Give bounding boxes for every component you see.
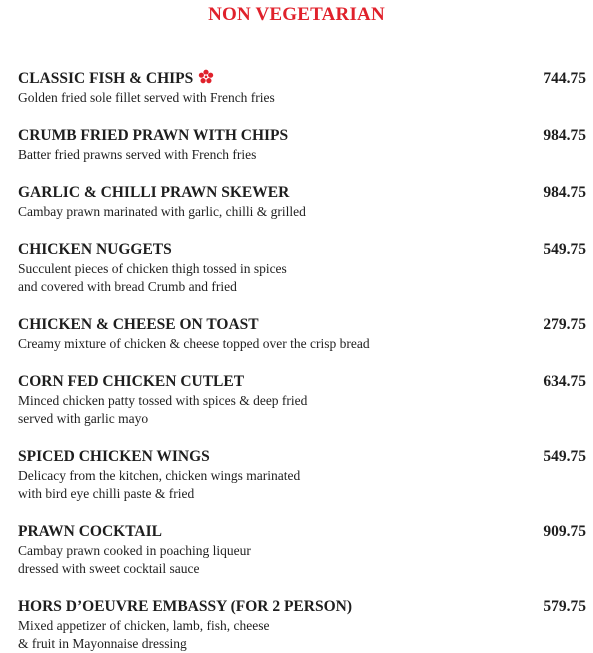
item-price: 984.75: [543, 127, 586, 144]
item-description: [18, 146, 438, 164]
item-description-line: and covered with bread Crumb and fried: [18, 279, 237, 294]
chef-special-flower-icon: [198, 69, 214, 90]
item-description-line: Creamy mixture of chicken & cheese topped over the crisp bread: [18, 336, 370, 351]
item-description-line: Minced chicken patty tossed with spices & deep fried: [18, 393, 308, 408]
menu-item: [18, 447, 586, 503]
item-description-line: Cambay prawn cooked in poaching liqueur: [18, 543, 251, 558]
item-name: GARLIC & CHILLI PRAWN SKEWER: [18, 184, 290, 201]
item-name: CHICKEN & CHEESE ON TOAST: [18, 316, 259, 333]
menu-item: [18, 597, 586, 653]
item-description-line: with bird eye chilli paste & fried: [18, 486, 195, 501]
menu-item: [18, 240, 586, 296]
item-price: 634.75: [543, 373, 586, 390]
menu-list: [18, 69, 586, 653]
item-description: [18, 542, 438, 578]
item-description: [18, 392, 438, 428]
menu-item: [18, 522, 586, 578]
item-description-line: Mixed appetizer of chicken, lamb, fish, cheese: [18, 618, 270, 633]
item-description-line: Cambay prawn marinated with garlic, chilli & grilled: [18, 204, 306, 219]
item-description-line: dressed with sweet cocktail sauce: [18, 561, 200, 576]
item-description-line: Succulent pieces of chicken thigh tossed in spices: [18, 261, 287, 276]
item-description-line: served with garlic mayo: [18, 411, 149, 426]
item-name: CORN FED CHICKEN CUTLET: [18, 373, 245, 390]
item-price: 279.75: [543, 316, 586, 333]
menu-item: [18, 126, 586, 164]
item-description-line: Delicacy from the kitchen, chicken wings marinated: [18, 468, 301, 483]
item-price: 984.75: [543, 184, 586, 201]
item-price: 549.75: [543, 448, 586, 465]
item-name: CLASSIC FISH & CHIPS: [18, 70, 194, 87]
item-description: [18, 260, 438, 296]
item-description: [18, 467, 438, 503]
item-description: [18, 89, 438, 107]
item-name: HORS D’OEUVRE EMBASSY (FOR 2 PERSON): [18, 598, 352, 615]
item-price: 549.75: [543, 241, 586, 258]
item-name: PRAWN COCKTAIL: [18, 523, 162, 540]
page-title: NON VEGETARIAN: [208, 4, 385, 25]
item-description: [18, 203, 438, 221]
item-description-line: & fruit in Mayonnaise dressing: [18, 636, 187, 651]
item-name: CHICKEN NUGGETS: [18, 241, 172, 258]
item-name: CRUMB FRIED PRAWN WITH CHIPS: [18, 127, 289, 144]
item-description-line: Batter fried prawns served with French fries: [18, 147, 257, 162]
item-price: 909.75: [543, 523, 586, 540]
item-name: SPICED CHICKEN WINGS: [18, 448, 210, 465]
menu-item: [18, 69, 586, 107]
item-description: [18, 617, 438, 653]
menu-item: [18, 372, 586, 428]
item-description: [18, 335, 498, 353]
item-description-line: Golden fried sole fillet served with French fries: [18, 90, 275, 105]
item-price: 579.75: [543, 598, 586, 615]
item-price: 744.75: [543, 70, 586, 87]
menu-item: [18, 315, 586, 353]
menu-item: [18, 183, 586, 221]
